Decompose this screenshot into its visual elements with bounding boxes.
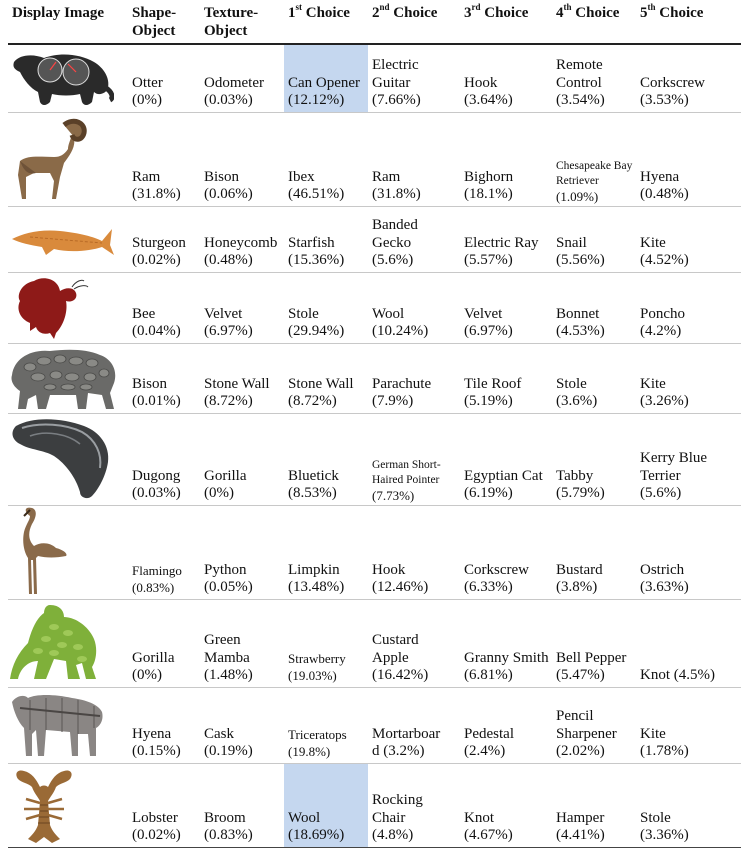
choice-3-cell xyxy=(460,112,552,206)
header-display-image: Display Image xyxy=(12,5,105,21)
choice-percentage: (5.79%) xyxy=(556,485,605,501)
choice-3-cell xyxy=(460,343,552,413)
choice-percentage: (0.05%) xyxy=(204,579,253,595)
choice-label: Bluetick xyxy=(288,467,339,484)
texture-object-cell xyxy=(200,206,284,272)
choice-5-cell xyxy=(636,599,741,687)
choice-percentage: (16.42%) xyxy=(372,667,429,683)
table-row xyxy=(8,343,741,413)
choice-1-cell xyxy=(284,272,368,343)
sturgeon-honeycomb-image xyxy=(10,219,114,259)
choice-label: Velvet xyxy=(464,305,503,322)
choice-percentage: (15.36%) xyxy=(288,252,345,268)
texture-object-cell xyxy=(200,763,284,847)
header-choice-3: 3rd Choice xyxy=(464,2,529,21)
texture-object-cell xyxy=(200,112,284,206)
display-image-cell xyxy=(8,112,128,206)
choice-percentage: (3.53%) xyxy=(640,92,689,108)
choice-label: Bell Pepper xyxy=(556,649,627,666)
choice-4-cell xyxy=(552,413,636,505)
choice-percentage: (29.94%) xyxy=(288,323,345,339)
choice-3-cell xyxy=(460,687,552,763)
choice-4-cell xyxy=(552,599,636,687)
choice-1-cell xyxy=(284,687,368,763)
dugong-gorilla-image xyxy=(10,416,114,502)
choice-percentage: (8.72%) xyxy=(204,393,253,409)
choice-percentage: (0.83%) xyxy=(132,580,175,595)
choice-percentage: (3.54%) xyxy=(556,92,605,108)
choice-percentage: (31.8%) xyxy=(372,186,421,202)
choice-label: Ram xyxy=(372,168,401,185)
texture-object-cell xyxy=(200,599,284,687)
choice-label: Pencil Sharpener xyxy=(556,708,617,742)
choice-label: Triceratops xyxy=(288,726,347,742)
choice-percentage: (0.48%) xyxy=(640,186,689,202)
choice-percentage: (3.63%) xyxy=(640,579,689,595)
choice-percentage: (0.48%) xyxy=(204,252,253,268)
shape-object-cell xyxy=(128,413,200,505)
choice-label: Gorilla xyxy=(204,467,247,484)
choice-percentage: (1.48%) xyxy=(204,667,253,683)
display-image-cell xyxy=(8,343,128,413)
choice-4-cell xyxy=(552,505,636,599)
choice-percentage: (5.19%) xyxy=(464,393,513,409)
bison-stonewall-image xyxy=(10,345,120,411)
choice-label: Egyptian Cat xyxy=(464,467,543,484)
ram-bison-image xyxy=(10,115,90,203)
choice-percentage: (4.41%) xyxy=(556,827,605,843)
choice-percentage: (13.48%) xyxy=(288,579,345,595)
choice-label: Kite xyxy=(640,234,666,251)
table-row xyxy=(8,44,741,112)
choice-3-cell xyxy=(460,599,552,687)
choice-5-cell xyxy=(636,44,741,112)
shape-object-cell xyxy=(128,505,200,599)
choice-percentage: (0.04%) xyxy=(132,323,181,339)
display-image-cell xyxy=(8,44,128,112)
choice-1-cell xyxy=(284,413,368,505)
choice-4-cell xyxy=(552,206,636,272)
choice-label: Snail xyxy=(556,234,587,251)
otter-odometer-image xyxy=(10,48,114,108)
choice-5-cell xyxy=(636,413,741,505)
choice-percentage: (5.6%) xyxy=(372,252,414,268)
choice-label: Stole xyxy=(288,305,319,322)
header-choice-5: 5th Choice xyxy=(640,2,704,21)
choice-5-cell xyxy=(636,272,741,343)
choice-label: Electric Guitar xyxy=(372,57,419,91)
choice-percentage: (7.73%) xyxy=(372,487,415,503)
choice-label: Stole xyxy=(640,809,671,826)
display-image-cell xyxy=(8,763,128,847)
choice-label: Wool xyxy=(372,305,405,322)
choice-label: Stone Wall xyxy=(288,375,354,392)
choice-2-cell xyxy=(368,343,460,413)
header-shape-object: Shape- Object xyxy=(132,5,177,39)
choice-percentage: (46.51%) xyxy=(288,186,345,202)
choice-3-cell xyxy=(460,763,552,847)
choice-2-cell xyxy=(368,413,460,505)
choice-percentage: (6.33%) xyxy=(464,579,513,595)
choice-label: Electric Ray xyxy=(464,234,539,251)
header-texture-object: Texture- Object xyxy=(204,5,259,39)
choice-label: Kerry Blue Terrier xyxy=(640,450,708,484)
texture-object-cell xyxy=(200,505,284,599)
choice-label: Ostrich xyxy=(640,561,685,578)
display-image-cell xyxy=(8,505,128,599)
choice-label: Hamper xyxy=(556,809,605,826)
header-row xyxy=(8,0,741,44)
choice-1-cell xyxy=(284,112,368,206)
flamingo-python-image xyxy=(10,506,70,598)
texture-object-cell xyxy=(200,272,284,343)
choice-label: Chesapeake Bay Retriever xyxy=(556,159,633,187)
choice-5-cell xyxy=(636,505,741,599)
choice-percentage: (0.83%) xyxy=(204,827,253,843)
choice-label: Bighorn xyxy=(464,168,514,185)
choice-label: Flamingo xyxy=(132,562,182,578)
table-row xyxy=(8,763,741,847)
choice-label: Limpkin xyxy=(288,561,340,578)
choice-2-cell xyxy=(368,44,460,112)
choice-1-cell xyxy=(284,206,368,272)
choice-label: Hyena xyxy=(132,725,172,742)
choice-3-cell xyxy=(460,272,552,343)
choice-percentage: (10.24%) xyxy=(372,323,429,339)
header-choice-4: 4th Choice xyxy=(556,2,620,21)
choice-label: Hook xyxy=(464,74,498,91)
choice-1-cell xyxy=(284,505,368,599)
table-row xyxy=(8,413,741,505)
choice-1-cell xyxy=(284,343,368,413)
display-image-cell xyxy=(8,413,128,505)
choice-5-cell xyxy=(636,763,741,847)
choice-percentage: (6.19%) xyxy=(464,485,513,501)
choice-percentage: (8.53%) xyxy=(288,485,337,501)
choice-percentage: (3.6%) xyxy=(556,393,598,409)
choice-2-cell xyxy=(368,272,460,343)
choice-percentage: (3.26%) xyxy=(640,393,689,409)
choice-5-cell xyxy=(636,112,741,206)
choice-2-cell xyxy=(368,505,460,599)
choice-label: Corkscrew xyxy=(464,561,529,578)
table-row xyxy=(8,112,741,206)
choice-percentage: (31.8%) xyxy=(132,186,181,202)
choice-label: Banded Gecko xyxy=(372,217,418,251)
choice-percentage: (0.03%) xyxy=(204,92,253,108)
texture-object-cell xyxy=(200,687,284,763)
choice-4-cell xyxy=(552,763,636,847)
choice-label: Stone Wall xyxy=(204,375,270,392)
choice-label: Hyena xyxy=(640,168,680,185)
table-row xyxy=(8,206,741,272)
choice-label: Rocking Chair xyxy=(372,792,423,826)
choice-label: Bison xyxy=(132,375,168,392)
table-row xyxy=(8,687,741,763)
choice-percentage: (0.15%) xyxy=(132,743,181,759)
display-image-cell xyxy=(8,599,128,687)
shape-object-cell xyxy=(128,44,200,112)
choice-1-cell xyxy=(284,599,368,687)
choice-2-cell xyxy=(368,687,460,763)
shape-object-cell xyxy=(128,599,200,687)
choice-percentage: (1.78%) xyxy=(640,743,689,759)
choice-label: Ram xyxy=(132,168,161,185)
choice-percentage: (5.57%) xyxy=(464,252,513,268)
choice-label: Starfish xyxy=(288,234,335,251)
header-choice-1: 1st Choice xyxy=(288,2,350,21)
choice-label: Gorilla xyxy=(132,649,175,666)
choice-4-cell xyxy=(552,112,636,206)
choice-4-cell xyxy=(552,272,636,343)
choice-label: Honeycomb xyxy=(204,234,278,251)
shape-object-cell xyxy=(128,343,200,413)
table-row xyxy=(8,505,741,599)
choice-3-cell xyxy=(460,413,552,505)
bee-velvet-image xyxy=(10,273,90,343)
choice-percentage: (5.56%) xyxy=(556,252,605,268)
display-image-cell xyxy=(8,206,128,272)
choice-label: Can Opener xyxy=(288,74,361,91)
choice-5-cell xyxy=(636,206,741,272)
choice-2-cell xyxy=(368,206,460,272)
choice-percentage: (4.53%) xyxy=(556,323,605,339)
choice-percentage: (0.02%) xyxy=(132,827,181,843)
choice-percentage: (0.02%) xyxy=(132,252,181,268)
choice-percentage: (2.4%) xyxy=(464,743,506,759)
texture-object-cell xyxy=(200,413,284,505)
texture-object-cell xyxy=(200,44,284,112)
table-row xyxy=(8,272,741,343)
choice-label: Poncho xyxy=(640,305,685,322)
gorilla-greenmamba-image xyxy=(10,603,100,683)
choice-3-cell xyxy=(460,206,552,272)
choice-label: Tabby xyxy=(556,467,594,484)
choice-4-cell xyxy=(552,44,636,112)
choice-label: Granny Smith xyxy=(464,649,549,666)
choice-2-cell xyxy=(368,112,460,206)
choice-percentage: (12.46%) xyxy=(372,579,429,595)
choice-percentage: (6.97%) xyxy=(464,323,513,339)
choice-label: Sturgeon xyxy=(132,234,186,251)
choice-label: Pedestal xyxy=(464,725,514,742)
shape-object-cell xyxy=(128,272,200,343)
choice-percentage: (5.47%) xyxy=(556,667,605,683)
choice-4-cell xyxy=(552,343,636,413)
choice-label: Python xyxy=(204,561,247,578)
choice-label: Cask xyxy=(204,725,234,742)
choice-percentage: (7.9%) xyxy=(372,393,414,409)
choice-label: Mortarboar xyxy=(372,725,441,742)
choice-2-cell xyxy=(368,763,460,847)
choice-label: Parachute xyxy=(372,375,432,392)
results-table xyxy=(8,0,741,848)
texture-object-cell xyxy=(200,343,284,413)
choice-1-cell xyxy=(284,44,368,112)
choice-percentage: (4.8%) xyxy=(372,827,414,843)
shape-object-cell xyxy=(128,763,200,847)
choice-percentage: (3.8%) xyxy=(556,579,598,595)
lobster-broom-image xyxy=(10,765,80,845)
choice-label: Custard Apple xyxy=(372,632,419,666)
choice-label: Lobster xyxy=(132,809,178,826)
choice-label: Tile Roof xyxy=(464,375,522,392)
choice-percentage: (5.6%) xyxy=(640,485,682,501)
choice-label: Velvet xyxy=(204,305,243,322)
choice-4-cell xyxy=(552,687,636,763)
choice-label: Bee xyxy=(132,305,156,322)
header-choice-2: 2nd Choice xyxy=(372,2,438,21)
choice-1-cell xyxy=(284,763,368,847)
shape-object-cell xyxy=(128,687,200,763)
choice-label: Kite xyxy=(640,725,666,742)
choice-3-cell xyxy=(460,44,552,112)
choice-label: German Short-Haired Pointer xyxy=(372,458,441,486)
choice-percentage: (2.02%) xyxy=(556,743,605,759)
choice-percentage: (1.09%) xyxy=(556,188,599,204)
hyena-cask-image xyxy=(10,690,106,760)
choice-3-cell xyxy=(460,505,552,599)
table-row xyxy=(8,599,741,687)
choice-percentage: (12.12%) xyxy=(288,92,345,108)
choice-label: Kite xyxy=(640,375,666,392)
choice-label: Green Mamba xyxy=(204,632,250,666)
choice-label: Wool xyxy=(288,809,321,826)
shape-object-cell xyxy=(128,206,200,272)
choice-percentage: (0.01%) xyxy=(132,393,181,409)
shape-object-cell xyxy=(128,112,200,206)
choice-percentage: (4.52%) xyxy=(640,252,689,268)
choice-percentage: (8.72%) xyxy=(288,393,337,409)
choice-percentage: (3.36%) xyxy=(640,827,689,843)
choice-percentage: (18.69%) xyxy=(288,827,345,843)
choice-percentage: (19.03%) xyxy=(288,668,337,683)
choice-label: Bison xyxy=(204,168,240,185)
display-image-cell xyxy=(8,272,128,343)
choice-label: Stole xyxy=(556,375,587,392)
choice-percentage: (6.97%) xyxy=(204,323,253,339)
choice-label: Odometer xyxy=(204,74,264,91)
choice-percentage: (0%) xyxy=(204,485,234,501)
choice-label: Dugong xyxy=(132,467,181,484)
choice-percentage: (19.8%) xyxy=(288,744,331,759)
choice-percentage: (0.19%) xyxy=(204,743,253,759)
choice-5-cell xyxy=(636,687,741,763)
choice-label: Otter xyxy=(132,74,163,91)
choice-percentage: (0.03%) xyxy=(132,485,181,501)
choice-label: Hook xyxy=(372,561,406,578)
choice-label: Broom xyxy=(204,809,246,826)
display-image-cell xyxy=(8,687,128,763)
choice-percentage: (6.81%) xyxy=(464,667,513,683)
choice-2-cell xyxy=(368,599,460,687)
choice-percentage: (3.64%) xyxy=(464,92,513,108)
choice-percentage: d (3.2%) xyxy=(372,743,425,759)
choice-percentage: (0.06%) xyxy=(204,186,253,202)
choice-percentage: (7.66%) xyxy=(372,92,421,108)
choice-percentage: (18.1%) xyxy=(464,186,513,202)
choice-label: Bonnet xyxy=(556,305,600,322)
choice-label: Bustard xyxy=(556,561,603,578)
choice-percentage: (4.67%) xyxy=(464,827,513,843)
choice-percentage: (0%) xyxy=(132,667,162,683)
choice-label: Corkscrew xyxy=(640,74,705,91)
choice-5-cell xyxy=(636,343,741,413)
choice-label: Knot xyxy=(464,809,494,826)
choice-percentage: (4.2%) xyxy=(640,323,682,339)
choice-label: Ibex xyxy=(288,168,315,185)
choice-label: Strawberry xyxy=(288,650,346,666)
choice-label: Remote Control xyxy=(556,57,603,91)
choice-label: Knot (4.5%) xyxy=(640,667,715,683)
choice-percentage: (0%) xyxy=(132,92,162,108)
